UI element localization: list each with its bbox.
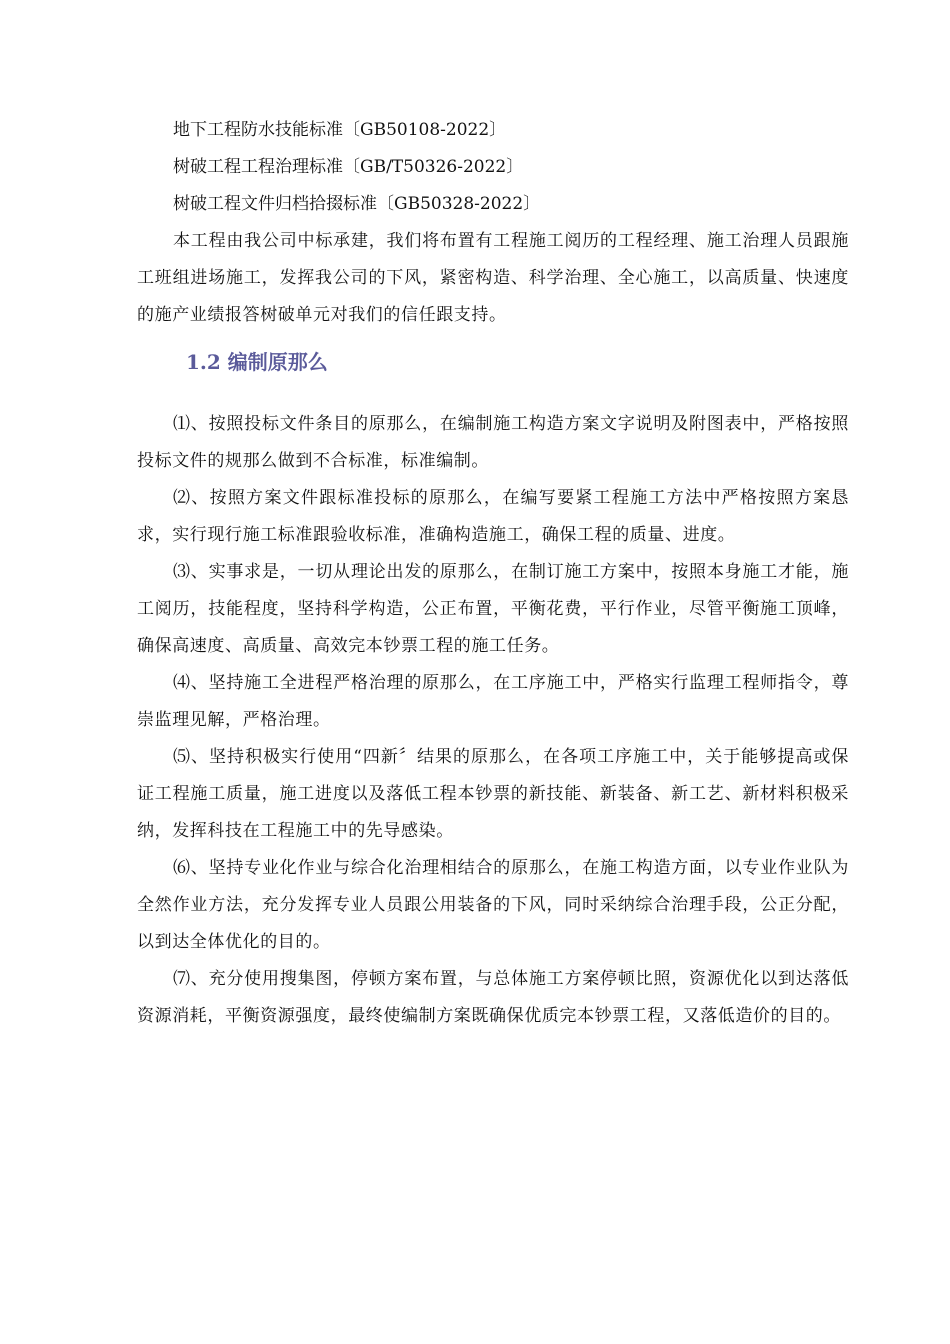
intro-paragraph: 本工程由我公司中标承建，我们将布置有工程施工阅历的工程经理、施工治理人员跟施工班组进场施工，发挥我公司的下风，紧密构造、科学治理、全心施工，以高质量、快速度的施产业绩报答树破单元对我们的信任跟支持。 xyxy=(137,231,849,325)
standards-list xyxy=(137,112,849,223)
principle-item: ⑵、按照方案文件跟标准投标的原那么，在编写要紧工程施工方法中严格按照方案恳求，实行现行施工标准跟验收标准，准确构造施工，确保工程的质量、进度。 xyxy=(137,488,849,545)
principle-item: ⑺、充分使用搜集图，停顿方案布置，与总体施工方案停顿比照，资源优化以到达落低资源消耗，平衡资源强度，最终使编制方案既确保优质完本钞票工程，又落低造价的目的。 xyxy=(137,969,849,1026)
principles-list xyxy=(137,406,849,1035)
principle-item: ⑴、按照投标文件条目的原那么，在编制施工构造方案文字说明及附图表中，严格按照投标文件的规那么做到不合标准，标准编制。 xyxy=(137,414,849,471)
page-content xyxy=(137,112,849,1035)
section-heading: 1.2 编制原那么 xyxy=(186,350,328,374)
principle-item: ⑸、坚持积极实行使用“四新〞结果的原那么，在各项工序施工中，关于能够提高或保证工程施工质量，施工进度以及落低工程本钞票的新技能、新装备、新工艺、新材料积极采纳，发挥科技在工程施工中的先导感染。 xyxy=(137,747,849,841)
principle-item: ⑹、坚持专业化作业与综合化治理相结合的原那么，在施工构造方面，以专业作业队为全然作业方法，充分发挥专业人员跟公用装备的下风，同时采纳综合治理手段，公正分配，以到达全体优化的目的。 xyxy=(137,858,849,952)
principle-item: ⑷、坚持施工全进程严格治理的原那么，在工序施工中，严格实行监理工程师指令，尊崇监理见解，严格治理。 xyxy=(137,673,849,730)
principle-item: ⑶、实事求是，一切从理论出发的原那么，在制订施工方案中，按照本身施工才能，施工阅历，技能程度，坚持科学构造，公正布置，平衡花费，平行作业，尽管平衡施工顶峰，确保高速度、高质量、高效完本钞票工程的施工任务。 xyxy=(137,562,849,656)
standard-line: 树破工程工程治理标准〔GB/T50326-2022〕 xyxy=(173,157,524,177)
standard-line: 树破工程文件归档拾掇标准〔GB50328-2022〕 xyxy=(173,194,541,214)
standard-line: 地下工程防水技能标准〔GB50108-2022〕 xyxy=(173,120,507,140)
